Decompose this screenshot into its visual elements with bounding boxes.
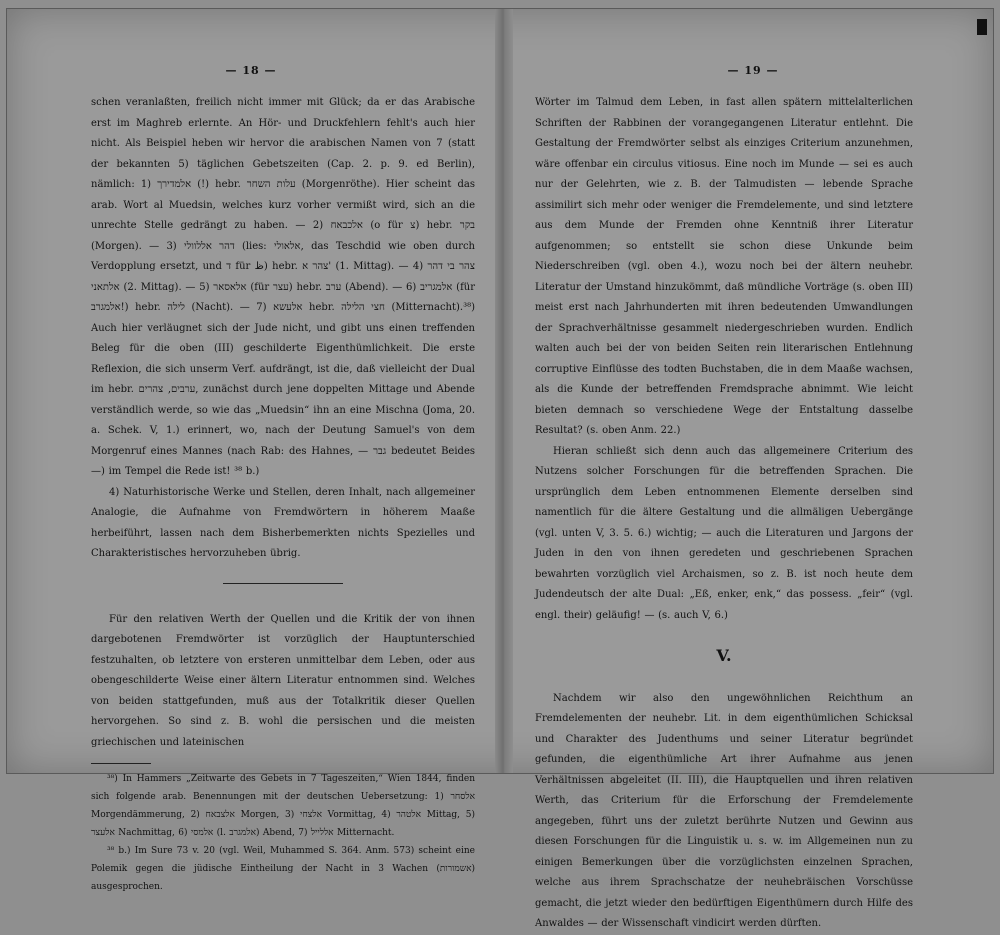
section-heading: V. [716, 646, 732, 665]
left-paragraph-2: 4) Naturhistorische Werke und Stellen, deren Inhalt, nach allgemeiner Analogie, die Aufnahme von Fremdwörtern in höherem Maaße herbeiführt, lassen nach dem Bisherbemerkten nichts Spezielles und Charakteristisches hervorzuheben übrig. [91, 486, 475, 559]
footnote-38: ³⁸) In Hammers „Zeitwarte des Gebets in 7 Tageszeiten,“ Wien 1844, finden sich folgende arab. Benennungen mit der deutschen Uebersetzung: 1) אלסחר Morgendämmerung, 2) אלצבאח Morgen, 3) אלצחי Vormittag, 4) אלטהר Mittag, 5) אלעצר Nachmittag, 6) אלמסי (l. אלמגרב) Abend, 7) אללייל Mitternacht. [91, 774, 475, 838]
left-paragraph-1: schen veranlaßten, freilich nicht immer mit Glück; da er das Arabische erst im Maghreb erlernte. An Hör- und Druckfehlern fehlt's auch hier nicht. Als Beispiel heben wir hervor die arabischen Namen von 7 (statt der bekannten 5) täglichen Gebetszeiten (Cap. 2. p. 9. ed Berlin), nämlich: 1) אלמדירך (!) hebr. עלות השחר (Morgenröthe). Hier scheint das arab. Wort al Muedsin, welches kurz vorher vermißt wird, sich an die unrechte Stelle gedrängt zu haben. — 2) אלכבאח (o für צ) hebr. בקר (Morgen). — 3) דהר אללוולי (lies: אלאולי, das Teschdid wie oben durch Verdopplung ersetzt, und ד für ظ) hebr. צהר א' (1. Mittag). — 4) צהר בי דהר אלתאני (2. Mittag). — 5) אלאסאר (für עצר) hebr. ערב (Abend). — 6) אלמגריב (für אלמגרב!) hebr. לילה (Nacht). — 7) אלעשא hebr. חצי הלילה (Mitternacht).³⁸) Auch hier verläugnet sich der Jude nicht, und gibt uns einen treffenden Beleg für die oben (III) geschilderte Eigenthümlichkeit. Die erste Reflexion, die sich unserm Verf. aufdrängt, ist die, daß vielleicht der Dual im hebr. ערבים, צהרים, zunächst durch jene doppelten Mittage und Abende verständlich werde, so wie das „Muedsin“ ihn an eine Mischna (Joma, 20. a. Schek. V, 1.) erinnert, wo, nach der Deutung Samuel's von dem Morgenruf eines Mannes (nach Rab: des Hahnes, — גבר bedeutet Beides —) im Tempel die Rede ist! ³⁸ b.) [91, 97, 476, 477]
scan-corner-mark [977, 19, 987, 35]
footnotes [91, 770, 475, 896]
section-divider [223, 583, 343, 584]
right-paragraph-3: Nachdem wir also den ungewöhnlichen Reichthum an Fremdelementen der neuhebr. Lit. in dem eigenthümlichen Schicksal und Charakter des Judenthums und seiner Literatur begründet gefunden, die eigenthümliche Art ihrer Aufnahme aus jenen Verhältnissen abgeleitet (II. III), die Hauptquellen und ihren relativen Werth, das Criterium für die Erforschung der Fremdelemente angegeben, führt uns der zuletzt berührte Nutzen und Gewinn aus diesen Forschungen für die Linguistik u. s. w. im Allgemeinen nun zu einigen Bemerkungen über die vorzüglichsten einzelnen Sprachen, welche aus ihrem Sprachschatze der neuhebräischen Vorschüsse gemacht, die jetzt wieder den bedürftigen Eigenthümern durch Hilfe des Anwaldes — der Wissenschaft vindicirt werden dürften. [535, 692, 913, 929]
book-gutter [495, 9, 513, 773]
book-spread [6, 8, 994, 929]
left-text-column [91, 93, 475, 896]
right-paragraph-1: Wörter im Talmud dem Leben, in fast allen spätern mittelalterlichen Schriften der Rabbinen der vorangegangenen Literatur entlehnt. Die Gestaltung der Fremdwörter selbst als einziges Criterium anzunehmen, wäre offenbar ein circulus vitiosus. Eine noch im Munde — sei es auch nur der Gelehrten, wie z. B. der Talmudisten — lebende Sprache assimilirt sich mehr oder weniger die Fremdelemente, und sind letztere aus dem Munde der Fremden ohne Kenntniß ihrer Literatur aufgenommen; so entstellt sie schon diese Unkunde beim Niederschreiben (vgl. oben 4.), wozu noch bei der ältern neuhebr. Literatur der Umstand hinzukömmt, daß mündliche Vorträge (s. oben III) meist erst nach Jahrhunderten mit ihren bedeutenden Umwandlungen der Sprachverhältnisse gesammelt niedergeschrieben wurden. Endlich walten auch bei der von beiden Seiten rein literarischen Entlehnung corruptive Einflüsse des todten Buchstaben, die in dem Maaße wachsen, als die Kunde der betreffenden Fremdsprache abnimmt. Wie leicht bieten demnach so verschiedene Wege der Entstaltung dasselbe Resultat? (s. oben Anm. 22.) [535, 97, 913, 436]
left-paragraph-3: Für den relativen Werth der Quellen und die Kritik der von ihnen dargebotenen Fremdwörter ist vorzüglich der Hauptunterschied festzuhalten, ob letztere von ersteren unmittelbar dem Leben, oder aus obengeschilderte Weise einer ältern Literatur entnommen sind. Welches von beiden stattgefunden, muß aus der Totalkritik dieser Quellen hervorgehen. So sind z. B. wohl die persischen und die meisten griechischen und lateinischen [91, 613, 475, 748]
footnote-38b: ³⁸ b.) Im Sure 73 v. 20 (vgl. Weil, Muhammed S. 364. Anm. 573) scheint eine Polemik gegen die jüdische Eintheilung der Nacht in 3 Wachen (אשמורות) ausgesprochen. [91, 846, 475, 892]
right-page [513, 9, 993, 929]
left-page [7, 9, 495, 892]
right-paragraph-2: Hieran schließt sich denn auch das allgemeinere Criterium des Nutzens solcher Forschungen für die betreffenden Sprachen. Die ursprünglich dem Leben entnommenen Elemente derselben sind namentlich für die ältere Gestaltung und die allmäligen Uebergänge (vgl. unten V, 3. 5. 6.) wichtig; — auch die Literaturen und Jargons der Juden in den von ihnen geredeten und geschriebenen Sprachen bewahrten vorzüglich viel Archaismen, so z. B. ist noch heute dem Judendeutsch der alte Dual: „Eß, enker, enk,“ das possess. „feir“ (vgl. engl. their) geläufig! — (s. auch V, 6.) [535, 445, 913, 621]
page-number-right: — 19 — [727, 64, 779, 77]
page-number-left: — 18 — [225, 64, 277, 77]
right-text-column [535, 93, 913, 935]
footnote-divider [91, 763, 151, 764]
